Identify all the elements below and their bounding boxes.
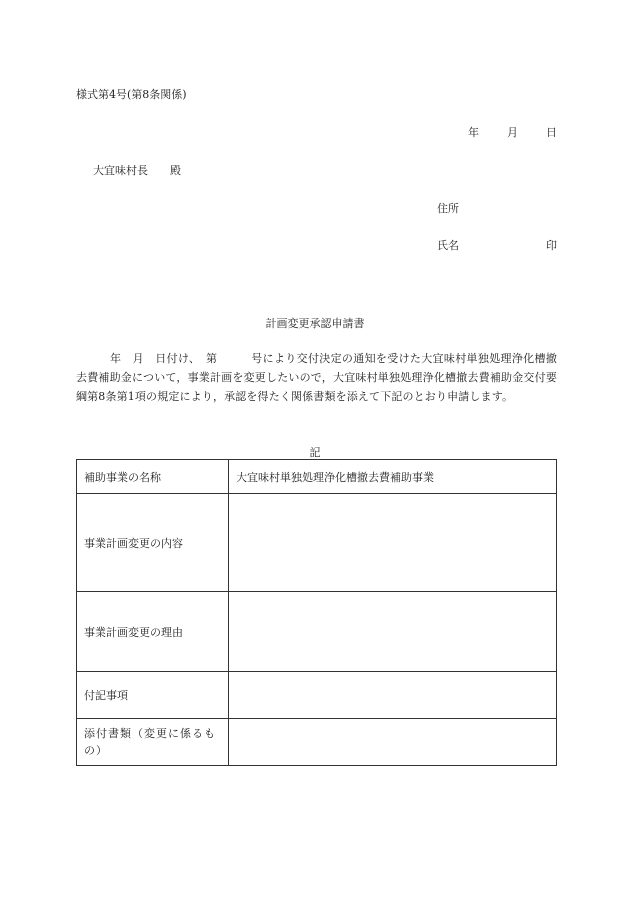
table-row xyxy=(77,672,557,719)
row-label-change-content: 事業計画変更の内容 xyxy=(77,494,229,592)
row-value-project-name: 大宜味村単独処理浄化槽撤去費補助事業 xyxy=(229,460,557,494)
name-row xyxy=(437,237,557,253)
row-label-project-name: 補助事業の名称 xyxy=(77,460,229,494)
table-row xyxy=(77,494,557,592)
name-label: 氏名 xyxy=(437,239,459,252)
date-line xyxy=(468,124,557,140)
addressee: 大宜味村長 殿 xyxy=(93,164,181,177)
body-paragraph: 年 月 日付け、 第 号により交付決定の通知を受けた大宜味村単独処理浄化槽撤去費補助金について，事業計画を変更したいので，大宜味村単独処理浄化槽撤去費補助金交付要綱第8条第1項の規定により，承認を得たく関係書類を添えて下記のとおり申請します。 xyxy=(76,352,557,403)
row-value-attachments xyxy=(229,719,557,766)
date-day: 日 xyxy=(546,126,557,139)
table-row xyxy=(77,592,557,672)
details-table xyxy=(76,459,557,766)
record-mark: 記 xyxy=(309,446,321,459)
row-value-change-content xyxy=(229,494,557,592)
row-value-change-reason xyxy=(229,592,557,672)
row-label-notes: 付記事項 xyxy=(77,672,229,719)
address-label: 住所 xyxy=(437,202,459,215)
row-value-notes xyxy=(229,672,557,719)
date-year: 年 xyxy=(468,126,479,139)
table-row xyxy=(77,719,557,766)
row-label-attachments: 添付書類（変更に係るもの） xyxy=(77,719,229,766)
seal-mark: 印 xyxy=(546,239,557,252)
table-row xyxy=(77,460,557,494)
document-title: 計画変更承認申請書 xyxy=(265,317,365,330)
date-month: 月 xyxy=(507,126,518,139)
form-number: 様式第4号(第8条関係) xyxy=(76,88,187,101)
row-label-change-reason: 事業計画変更の理由 xyxy=(77,592,229,672)
